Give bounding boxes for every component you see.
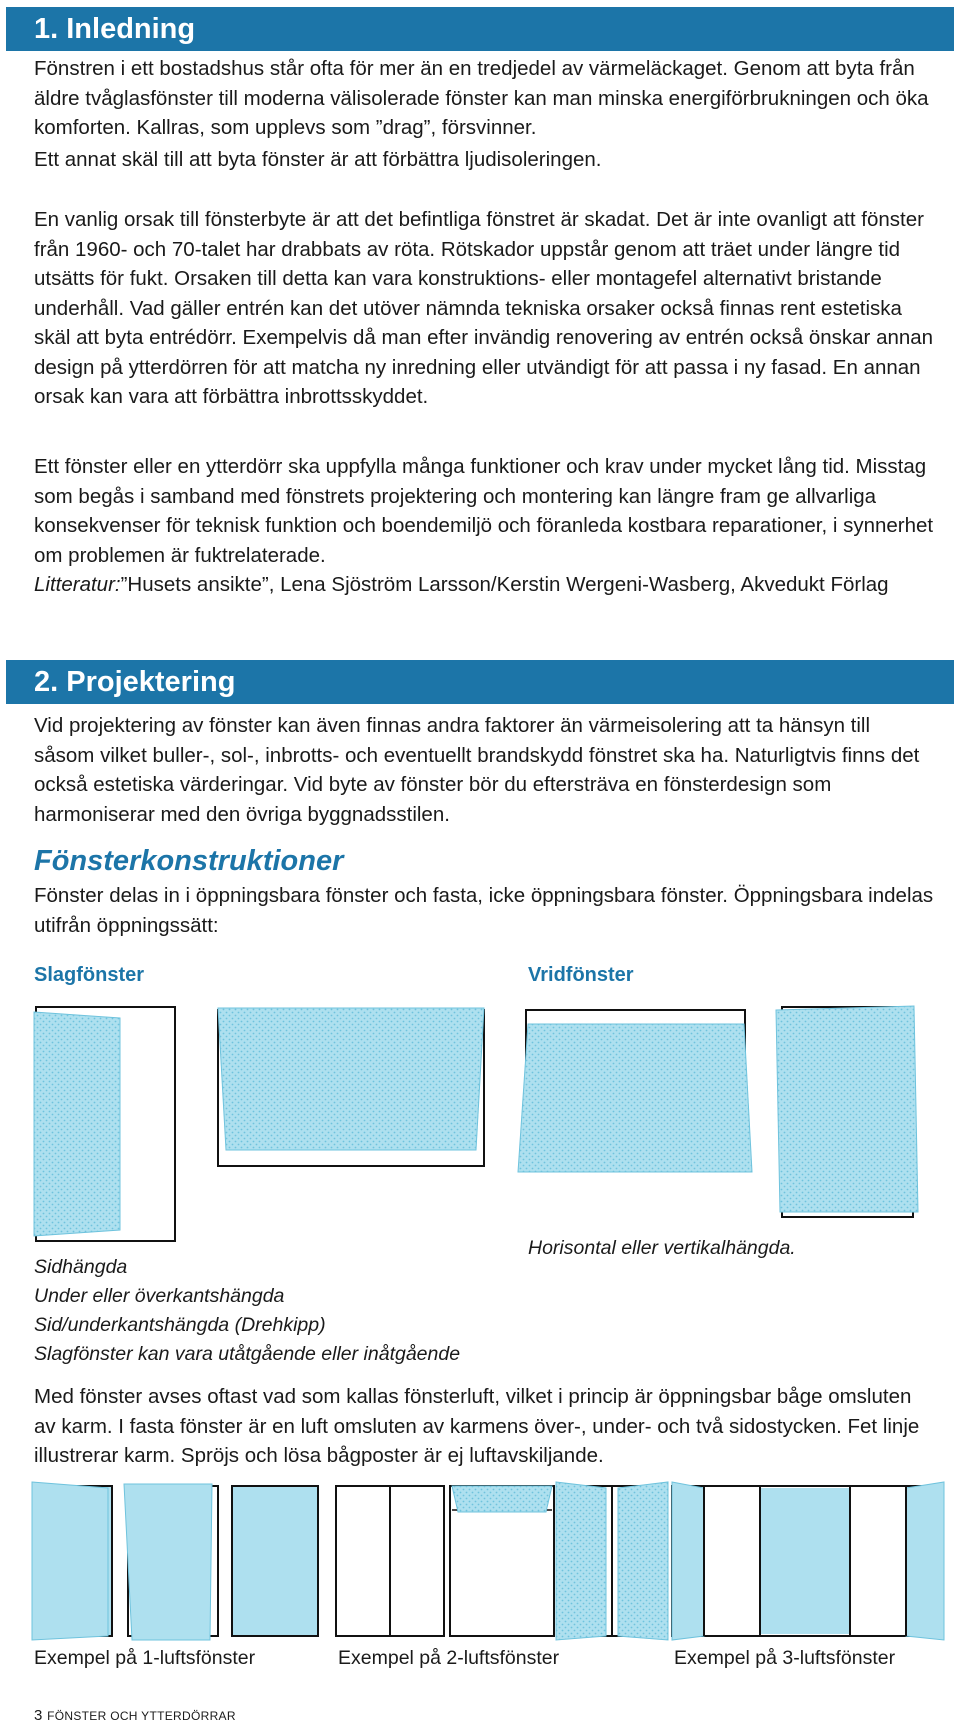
paragraph: Ett annat skäl till att byta fönster är att förbättra ljudisoleringen. — [34, 148, 602, 171]
paragraph: Ett fönster eller en ytterdörr ska uppfylla många funktioner och krav under mycket lång tid. Misstag som begås i samband med fönstrets projektering och montering kan längre fram ge allvarliga konsekvenser för teknisk funktion och boendemiljö och föranleda kostbara reparationer, i synnerhet om problemen är fuktrelaterade. — [34, 455, 934, 567]
slag-note: Sid/underkantshängda (Drehkipp) — [34, 1314, 326, 1336]
section-heading-projektering: 2. Projektering — [6, 660, 954, 704]
slag-note: Sidhängda — [34, 1256, 128, 1278]
caption-slagfonster: Slagfönster — [34, 964, 145, 986]
top-hung-window-illustration — [218, 1008, 484, 1166]
example-label-1-luft: Exempel på 1-luftsfönster — [34, 1647, 256, 1669]
vrid-note: Horisontal eller vertikalhängda. — [528, 1237, 796, 1259]
paragraph: Vid projektering av fönster kan även finnas andra faktorer än värmeisolering att ta hänsyn till såsom vilket buller-, sol-, inbrotts- och eventuellt brandskydd fönstret ska ha. Naturligtvis finns det också estetiska värderingar. Vid byte av fönster bör du eftersträva en fönsterdesign som harmoniserar med den övriga byggnadsstilen. — [34, 714, 920, 826]
paragraph: En vanlig orsak till fönsterbyte är att det befintliga fönstret är skadat. Det är inte ovanligt att fönster från 1960- och 70-talet har drabbats av röta. Rötskador uppstår genom att träet under längre tid utsätts för fukt. Orsaken till detta kan vara konstruktions- eller montagefel alternativt bristande underhåll. Vad gäller entrén kan det utöver nämnda tekniska orsaker också finnas rent estetiska skäl att byta entrédörr. Exempelvis då man efter invändig renovering av entrén också önskar annan design på ytterdörren för att matcha ny inredning eller utvändigt för att passa i ny fasad. En annan orsak kan vara att förbättra inbrottsskyddet. — [34, 208, 934, 408]
literature-text: ”Husets ansikte”, Lena Sjöström Larsson/Kerstin Wergeni-Wasberg, Akvedukt Förlag — [120, 573, 889, 596]
section-heading-inledning: 1. Inledning — [6, 7, 954, 51]
side-hung-window-illustration — [34, 1007, 175, 1241]
vertical-pivot-window-illustration — [776, 1006, 918, 1217]
horizontal-pivot-window-illustration — [518, 1010, 752, 1172]
page-number: 3 — [34, 1707, 43, 1724]
two-light-window-examples — [336, 1482, 668, 1640]
slag-note: Slagfönster kan vara utåtgående eller inåtgående — [34, 1343, 461, 1365]
slag-note: Under eller överkantshängda — [34, 1285, 285, 1307]
footer-title: FÖNSTER OCH YTTERDÖRRAR — [47, 1709, 236, 1723]
paragraph: Med fönster avses oftast vad som kallas fönsterluft, vilket i princip är öppningsbar båge omsluten av karm. I fasta fönster är en luft omsluten av karmens över-, under- och två sidostycken. Fet linje illustrerar karm. Spröjs och lösa bågposter är ej luftavskiljande. — [34, 1385, 920, 1467]
paragraph: Fönstren i ett bostadshus står ofta för mer än en tredjedel av värmeläckaget. Genom att byta från äldre tvåglasfönster till moderna välisolerade fönster kan man minska energiförbrukningen och öka komforten. Kallras, som upplevs som ”drag”, försvinner. — [34, 57, 929, 139]
subheading-fonsterkonstruktioner: Fönsterkonstruktioner — [34, 845, 344, 877]
page-footer — [34, 1707, 236, 1724]
paragraph: Fönster delas in i öppningsbara fönster och fasta, icke öppningsbara fönster. Öppningsbara indelas utifrån öppningssätt: — [34, 884, 934, 937]
example-label-2-luft: Exempel på 2-luftsfönster — [338, 1647, 560, 1669]
caption-vridfonster: Vridfönster — [528, 964, 634, 986]
literature-label: Litteratur: — [34, 573, 121, 596]
example-label-3-luft: Exempel på 3-luftsfönster — [674, 1647, 896, 1669]
three-light-window-example — [672, 1482, 944, 1640]
one-light-window-examples — [32, 1482, 318, 1640]
